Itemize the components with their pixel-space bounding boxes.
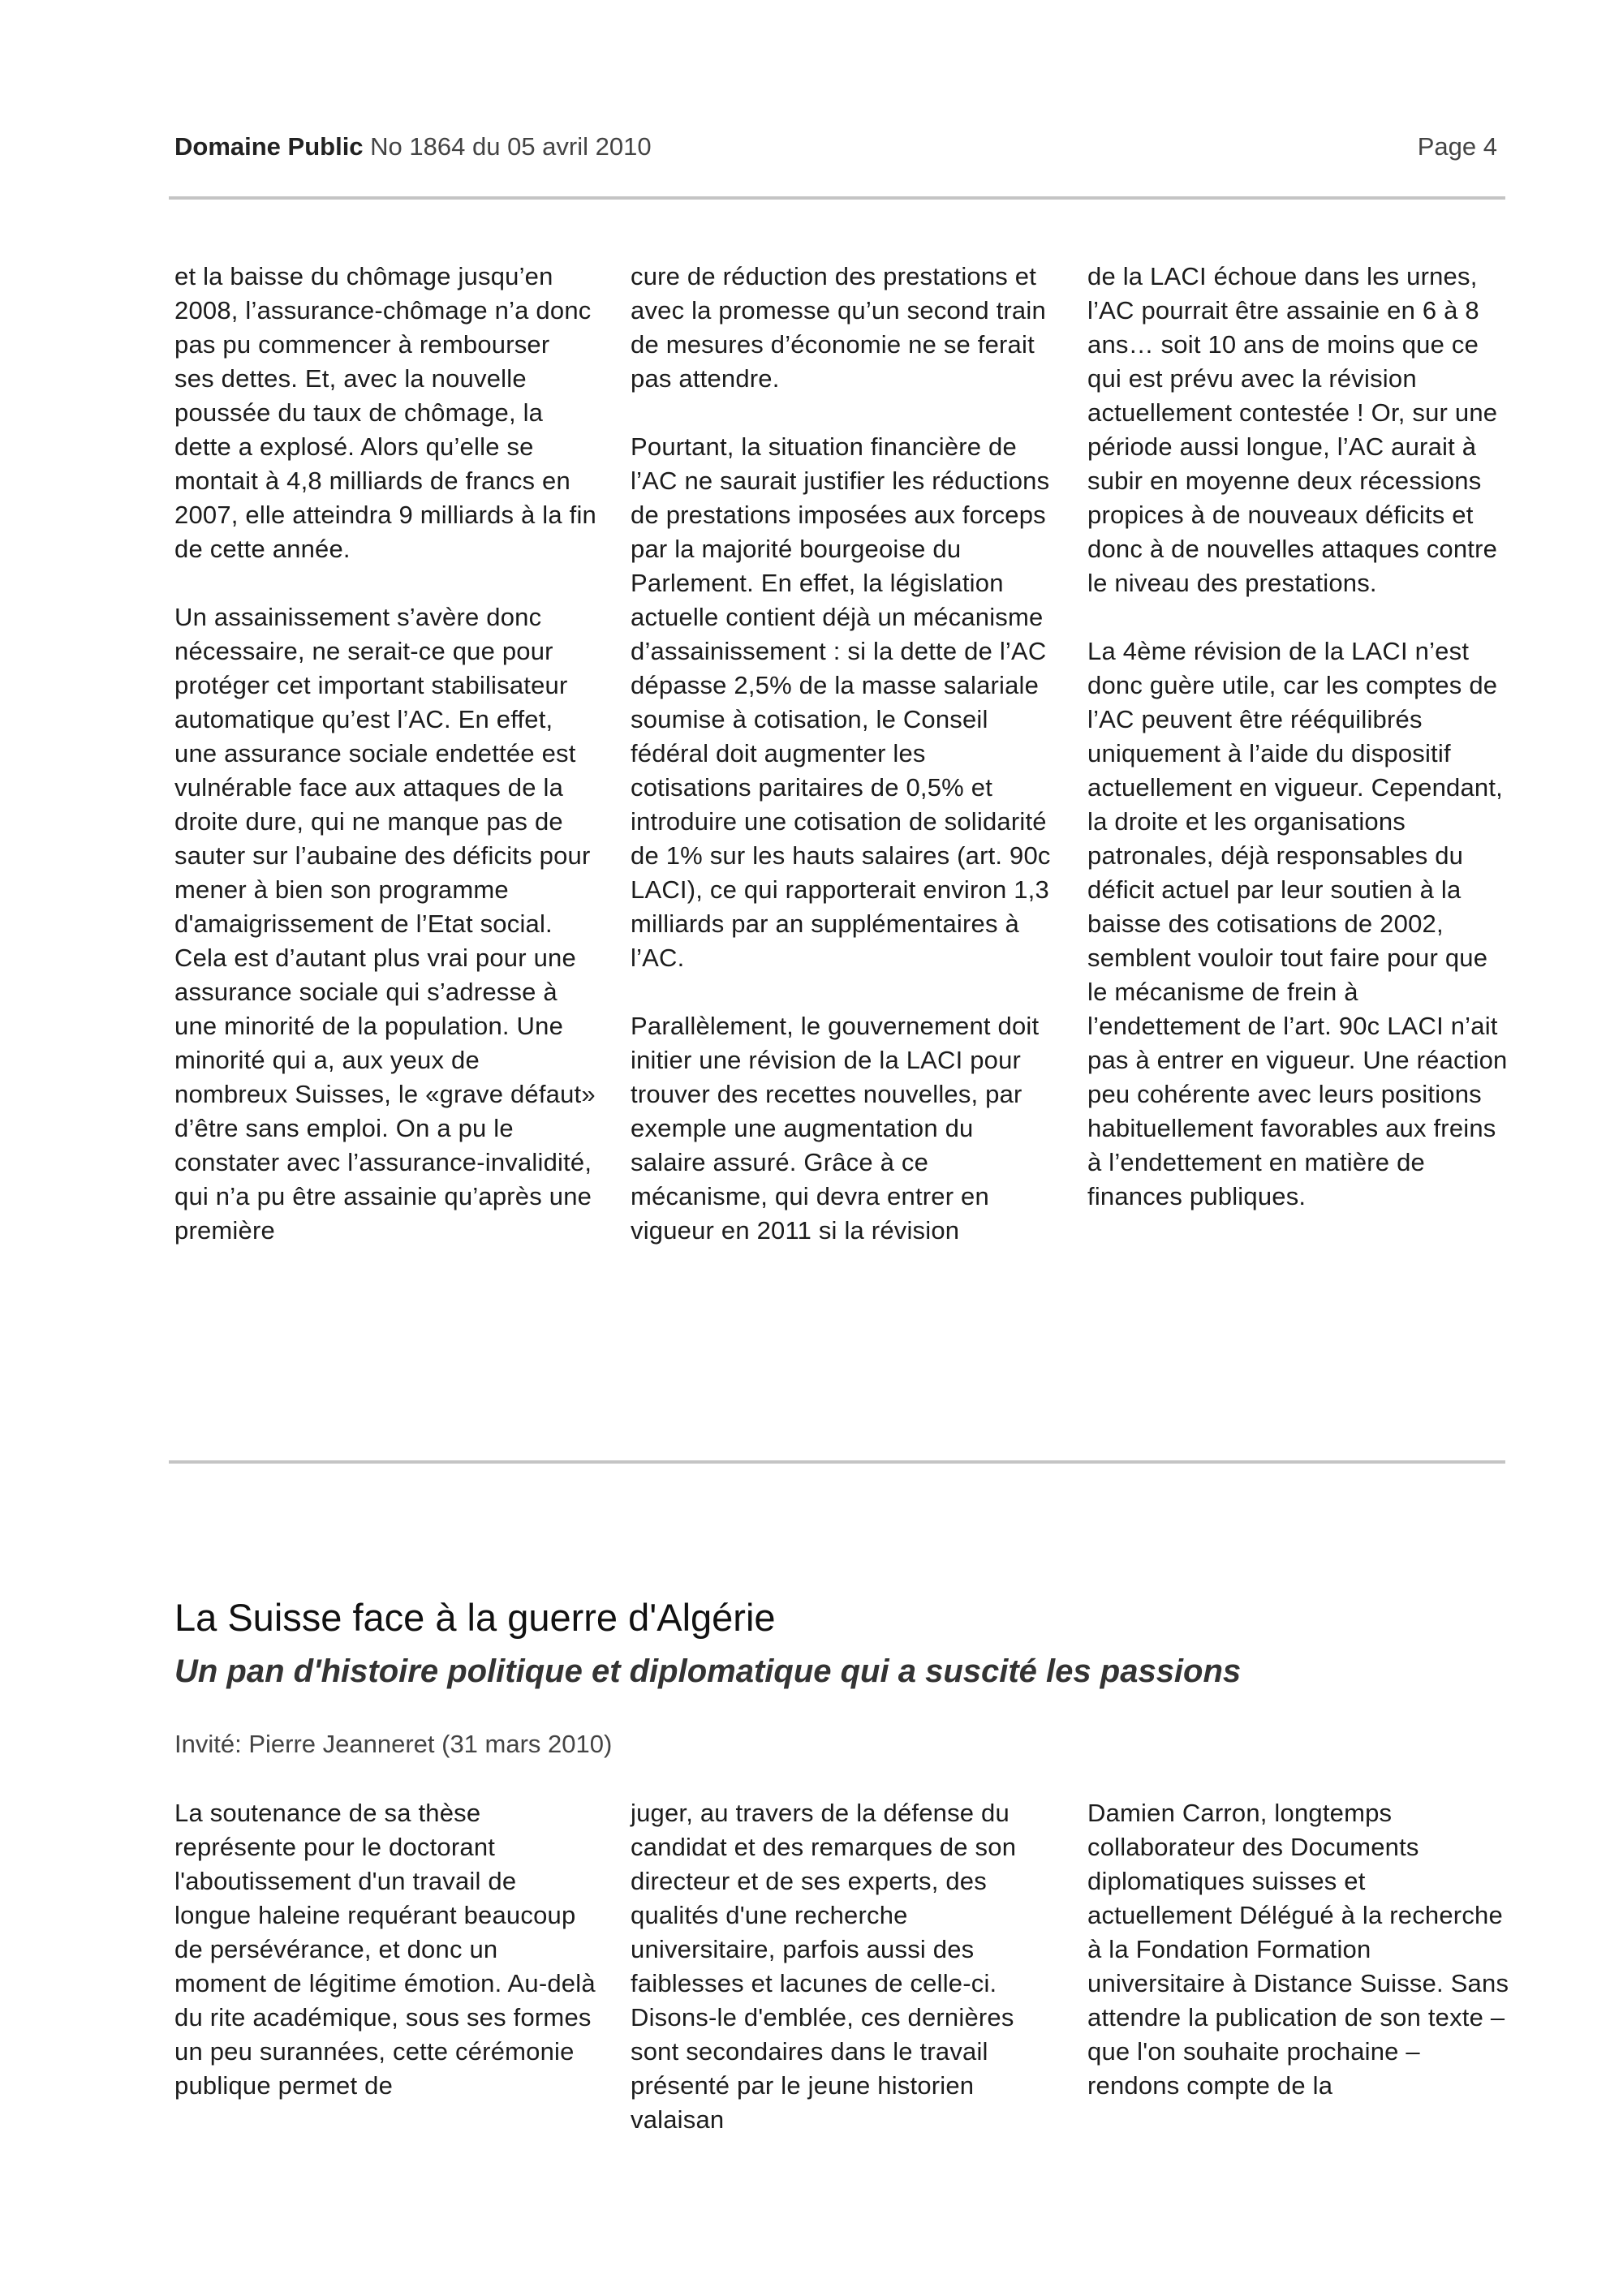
paragraph: Damien Carron, longtemps collaborateur des Documents diplomatiques suisses et actuellement Délégué à la recherche à la Fondation Formation universitaire à Distance Suisse. Sans attendre la publication de son texte – que l'on souhaite prochaine – rendons compte de la bbox=[1087, 1799, 1509, 2100]
paragraph: de la LACI échoue dans les urnes, l’AC pourrait être assainie en 6 à 8 ans… soit 10 ans de moins que ce qui est prévu avec la révision actuellement contestée ! Or, sur une période aussi longue, l’AC aurait à subir en moyenne deux récessions propices à de nouveaux déficits et donc à de nouvelles attaques contre le niveau des prestations. bbox=[1087, 262, 1498, 597]
paragraph: Un assainissement s’avère donc nécessaire, ne serait-ce que pour protéger cet important stabilisateur automatique qu’est l’AC. En effet, une assurance sociale endettée est vulnérable face aux attaques de la droite dure, qui ne manque pas de sauter sur l’aubaine des déficits pour mener à bien son programme d'amaigrissement de l’Etat social. Cela est d’autant plus vrai pour une assurance sociale qui s’adresse à une minorité de la population. Une minorité qui a, aux yeux de nombreux Suisses, le «grave défaut» d’être sans emploi. On a pu le constater avec l’assurance-invalidité, qui n’a pu être assainie qu’après une première bbox=[174, 603, 596, 1245]
article1-column-3 bbox=[1087, 260, 1509, 1214]
article1-column-2 bbox=[631, 260, 1053, 1248]
article-byline: Invité: Pierre Jeanneret (31 mars 2010) bbox=[174, 1730, 613, 1758]
paragraph: Parallèlement, le gouvernement doit initier une révision de la LACI pour trouver des recettes nouvelles, par exemple une augmentation du salaire assuré. Grâce à ce mécanisme, qui devra entrer en vigueur en 2011 si la révision bbox=[631, 1012, 1040, 1245]
article-divider bbox=[169, 1460, 1505, 1464]
paragraph: cure de réduction des prestations et avec la promesse qu’un second train de mesures d’économie ne se ferait pas attendre. bbox=[631, 262, 1046, 393]
header-divider bbox=[169, 196, 1505, 200]
page-header bbox=[174, 132, 1497, 165]
page-number: Page 4 bbox=[1417, 132, 1497, 161]
article2-column-2 bbox=[631, 1796, 1053, 2137]
publication-name: Domaine Public bbox=[174, 132, 364, 161]
article2-column-1 bbox=[174, 1796, 596, 2103]
paragraph: et la baisse du chômage jusqu’en 2008, l’assurance-chômage n’a donc pas pu commencer à rembourser ses dettes. Et, avec la nouvelle poussée du taux de chômage, la dette a explosé. Alors qu’elle se montait à 4,8 milliards de francs en 2007, elle atteindra 9 milliards à la fin de cette année. bbox=[174, 262, 596, 563]
article-subtitle: Un pan d'histoire politique et diplomatique qui a suscité les passions bbox=[174, 1653, 1242, 1689]
paragraph: La 4ème révision de la LACI n’est donc guère utile, car les comptes de l’AC peuvent être rééquilibrés uniquement à l’aide du dispositif actuellement en vigueur. Cependant, la droite et les organisations patronales, déjà responsables du déficit actuel par leur soutien à la baisse des cotisations de 2002, semblent vouloir tout faire pour que le mécanisme de frein à l’endettement de l’art. 90c LACI n’ait pas à entrer en vigueur. Une réaction peu cohérente avec leurs positions habituellement favorables aux freins à l’endettement en matière de finances publiques. bbox=[1087, 637, 1508, 1210]
paragraph: La soutenance de sa thèse représente pour le doctorant l'aboutissement d'un travail de longue haleine requérant beaucoup de persévérance, et donc un moment de légitime émotion. Au-delà du rite académique, sous ses formes un peu surannées, cette cérémonie publique permet de bbox=[174, 1799, 596, 2100]
paragraph: Pourtant, la situation financière de l’AC ne saurait justifier les réductions de prestations imposées aux forceps par la majorité bourgeoise du Parlement. En effet, la législation actuelle contient déjà un mécanisme d’assainissement : si la dette de l’AC dépasse 2,5% de la masse salariale soumise à cotisation, le Conseil fédéral doit augmenter les cotisations paritaires de 0,5% et introduire une cotisation de solidarité de 1% sur les hauts salaires (art. 90c LACI), ce qui rapporterait environ 1,3 milliards par an supplémentaires à l’AC. bbox=[631, 432, 1051, 972]
issue-info: No 1864 du 05 avril 2010 bbox=[370, 132, 652, 161]
paragraph: juger, au travers de la défense du candidat et des remarques de son directeur et de ses experts, des qualités d'une recherche universitaire, parfois aussi des faiblesses et lacunes de celle-ci. Disons-le d'emblée, ces dernières sont secondaires dans le travail présenté par le jeune historien valaisan bbox=[631, 1799, 1017, 2134]
article-title: La Suisse face à la guerre d'Algérie bbox=[174, 1596, 776, 1639]
article1-column-1 bbox=[174, 260, 596, 1248]
article2-column-3 bbox=[1087, 1796, 1509, 2103]
